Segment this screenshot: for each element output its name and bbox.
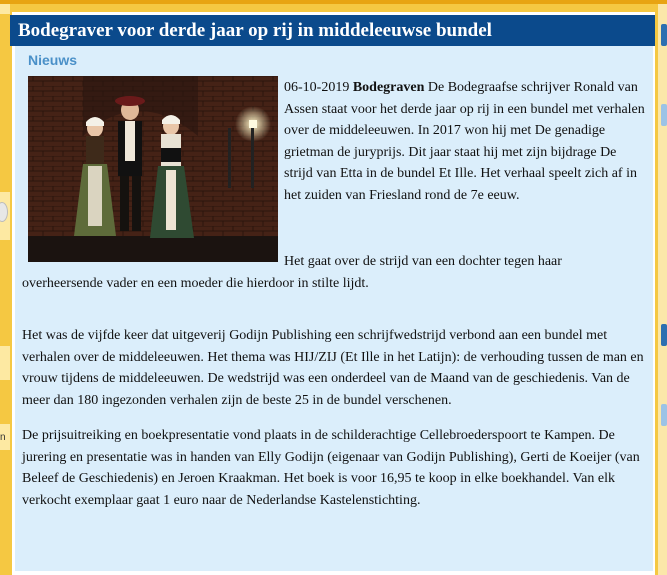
- paragraph-2: Het gaat over de strijd van een dochter tegen haar overheersende vader en een moeder die hierdoor in stilte lijdt.: [22, 254, 562, 291]
- scroll-knob-icon[interactable]: [0, 202, 8, 222]
- intro-paragraph: [284, 77, 646, 206]
- paragraph-4: De prijsuitreiking en boekpresentatie vond plaats in de schilderachtige Cellebroederspoort te Kampen. De jurering en presentatie was in handen van Elly Godijn (eigenaar van Godijn Publishing), Gerti de Koeijer (van Beleef de Geschiedenis) en Jeroen Kraakman. Het boek is voor 16,95 te koop in elke boekhandel. Van elk verkocht exemplaar gaat 1 euro naar de Nederlandse Kastelenstichting.: [22, 428, 640, 508]
- cut-text-n: n: [0, 432, 6, 443]
- right-tab-marker[interactable]: [661, 324, 667, 346]
- article-photo: [28, 76, 278, 262]
- intro-text: De Bodegraafse schrijver Ronald van Assen staat voor het derde jaar op rij in een bundel met verhalen over de middeleeuwen. In 2017 won hij met De genadige grietman de juryprijs. Dit jaar staat hij met zijn bijdrage De strijd van Etta in de bundel Et Ille. Het verhaal speelt zich af in het zuiden van Friesland rond de 7e eeuw.: [284, 80, 645, 203]
- left-sidebar-edge: [0, 4, 10, 575]
- right-tab-marker[interactable]: [661, 404, 667, 426]
- right-sidebar-edge: [658, 4, 667, 575]
- article-date: 06-10-2019: [284, 80, 350, 95]
- article-location: Bodegraven: [352, 80, 425, 95]
- right-tab-marker[interactable]: [661, 24, 667, 46]
- category-label[interactable]: Nieuws: [28, 52, 78, 68]
- top-strip: [0, 0, 667, 4]
- article-title[interactable]: Bodegraver voor derde jaar op rij in middeleeuwse bundel: [10, 15, 655, 46]
- paragraph-3: Het was de vijfde keer dat uitgeverij Godijn Publishing een schrijfwedstrijd verbond aan een bundel met verhalen over de middeleeuwen. Het thema was HIJ/ZIJ (Et Ille in het Latijn): de verhouding tussen de man en vrouw tijdens de middeleeuwen. De wedstrijd was een onderdeel van de Maand van de geschiedenis. Van de meer dan 180 ingezonden verhalen zijn de beste 25 in de bundel verschenen.: [22, 328, 644, 408]
- photo-three-people-medieval-costume-icon: [28, 76, 278, 262]
- right-tab-marker[interactable]: [661, 104, 667, 126]
